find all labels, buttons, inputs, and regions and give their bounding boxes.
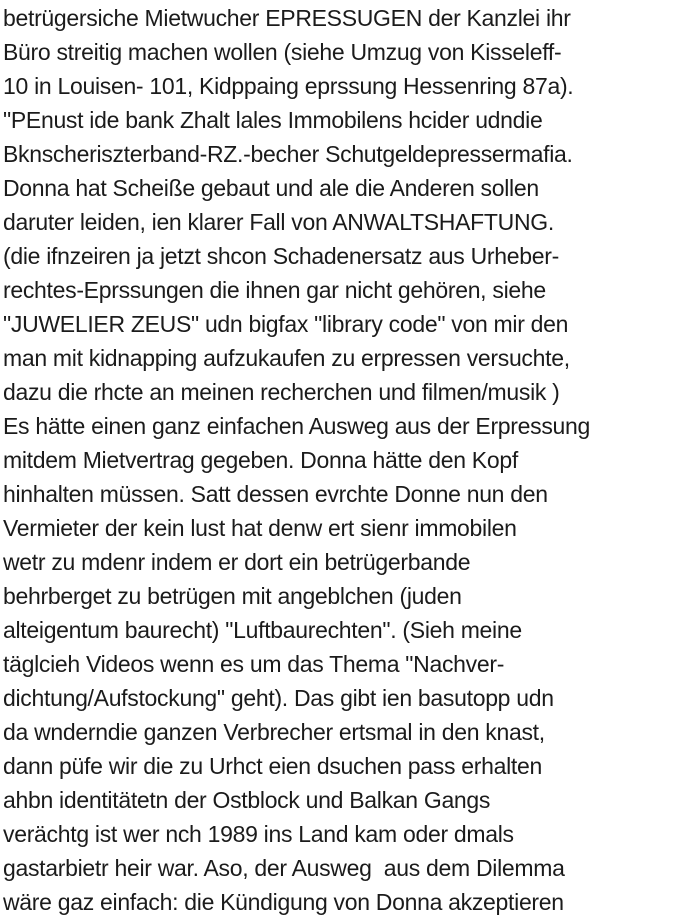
text-line: Donna hat Scheiße gebaut und ale die Anderen sollen [3,175,539,201]
text-line: wetr zu mdenr indem er dort ein betrügerbande [3,549,471,575]
text-line: dazu die rhcte an meinen recherchen und filmen/musik ) [3,379,560,405]
text-line: Vermieter der kein lust hat denw ert sienr immobilen [3,515,517,541]
text-line: man mit kidnapping aufzukaufen zu erpressen versuchte, [3,345,570,371]
text-line: da wnderndie ganzen Verbrecher ertsmal in den knast, [3,719,545,745]
text-line: behrberget zu betrügen mit angeblchen (juden [3,583,462,609]
text-line: ahbn identitätetn der Ostblock und Balkan Gangs [3,787,491,813]
text-line: Bknscheriszterband-RZ.-becher Schutgeldepressermafia. [3,141,573,167]
text-line: mitdem Mietvertrag gegeben. Donna hätte den Kopf [3,447,518,473]
text-line: "PEnust ide bank Zhalt lales Immobilens hcider udndie [3,107,543,133]
text-line: dichtung/Aufstockung" geht). Das gibt ien basutopp udn [3,685,554,711]
text-line: wäre gaz einfach: die Kündigung von Donna akzeptieren [3,889,564,915]
text-line: gastarbietr heir war. Aso, der Ausweg aus dem Dilemma [3,855,565,881]
text-line: betrügersiche Mietwucher EPRESSUGEN der Kanzlei ihr [3,5,571,31]
text-line: täglcieh Videos wenn es um das Thema "Nachver- [3,651,505,677]
text-line: (die ifnzeiren ja jetzt shcon Schadenersatz aus Urheber- [3,243,559,269]
text-line: daruter leiden, ien klarer Fall von ANWALTSHAFTUNG. [3,209,554,235]
text-line: 10 in Louisen- 101, Kidppaing eprssung Hessenring 87a). [3,73,574,99]
text-line: "JUWELIER ZEUS" udn bigfax "library code" von mir den [3,311,569,337]
text-line: hinhalten müssen. Satt dessen evrchte Donne nun den [3,481,548,507]
text-line: rechtes-Eprssungen die ihnen gar nicht gehören, siehe [3,277,546,303]
text-line: verächtg ist wer nch 1989 ins Land kam oder dmals [3,821,514,847]
text-line: Es hätte einen ganz einfachen Ausweg aus der Erpressung [3,413,591,439]
text-line: dann püfe wir die zu Urhct eien dsuchen pass erhalten [3,753,542,779]
text-line: alteigentum baurecht) "Luftbaurechten". (Sieh meine [3,617,522,643]
text-line: Büro streitig machen wollen (siehe Umzug von Kisseleff- [3,39,562,65]
